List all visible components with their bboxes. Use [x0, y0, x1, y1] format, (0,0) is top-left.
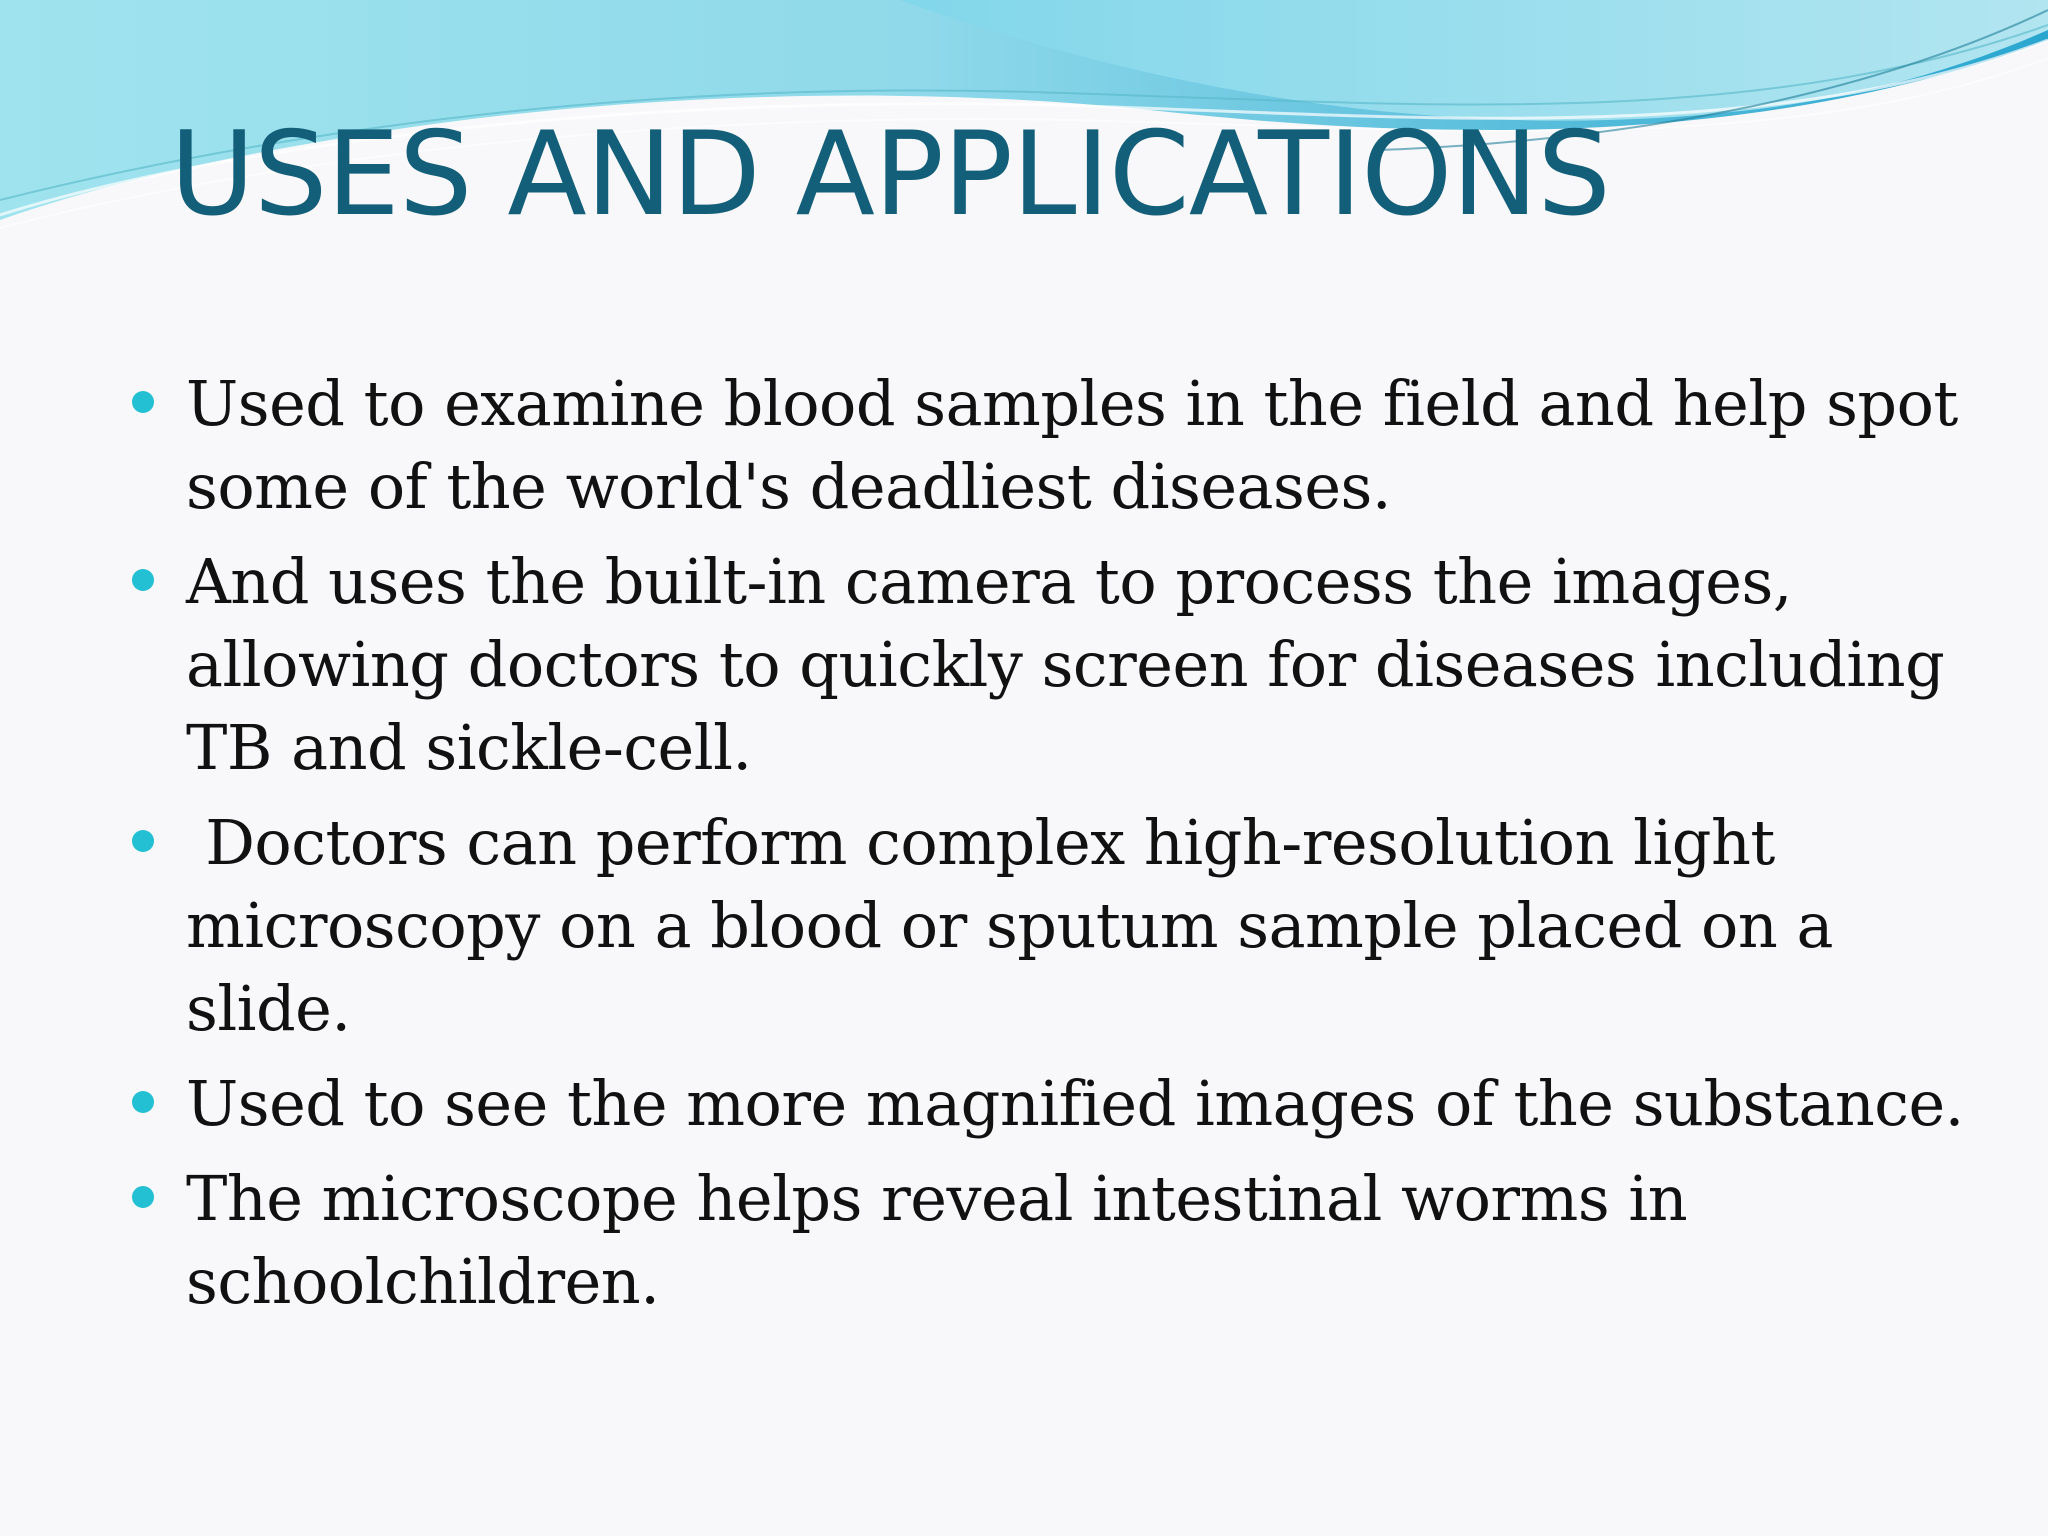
slide-title: USES AND APPLICATIONS: [170, 107, 1610, 242]
bullet-item: [130, 1157, 2010, 1323]
bullet-item: [130, 1062, 2010, 1145]
bullet-dot-icon: [132, 1186, 154, 1208]
bullet-dot-icon: [132, 1091, 154, 1113]
bullet-list: [130, 362, 2010, 1335]
bullet-item: [130, 362, 2010, 528]
bullet-text: Used to see the more magnified images of the substance.: [186, 1067, 1964, 1140]
bullet-text: Used to examine blood samples in the field and help spot some of the world's deadliest diseases.: [186, 367, 1958, 523]
bullet-dot-icon: [132, 391, 154, 413]
bullet-text: Doctors can perform complex high-resolution light microscopy on a blood or sputum sample placed on a slide.: [186, 806, 1853, 1045]
bullet-item: [130, 540, 2010, 789]
bullet-dot-icon: [132, 830, 154, 852]
bullet-item: [130, 801, 2010, 1050]
bullet-text: And uses the built-in camera to process the images, allowing doctors to quickly screen for diseases including TB and sickle-cell.: [186, 545, 1945, 784]
bullet-text: The microscope helps reveal intestinal worms in schoolchildren.: [186, 1162, 1688, 1318]
bullet-dot-icon: [132, 569, 154, 591]
